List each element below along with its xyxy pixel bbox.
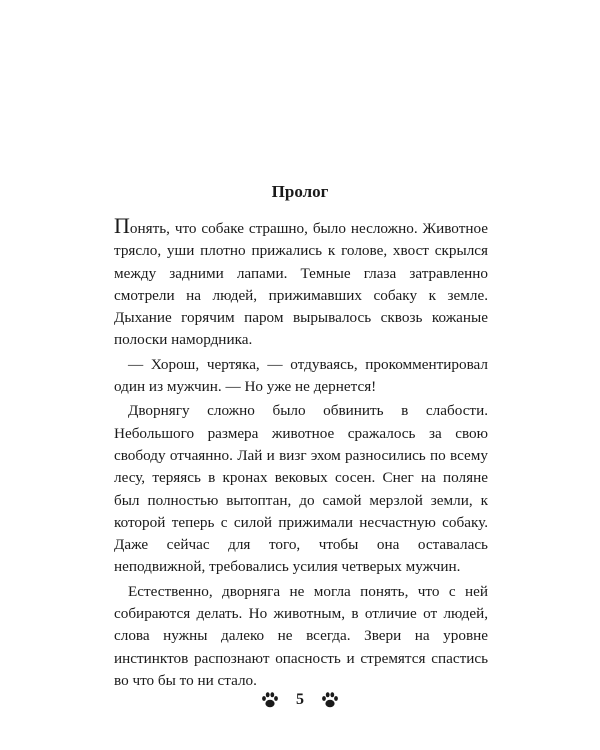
chapter-title: Пролог xyxy=(271,182,329,201)
page-number: 5 xyxy=(296,691,304,708)
paragraph-2: — Хорош, чертяка, — отдуваясь, прокомментировал один из мужчин. — Но уже не дернется! xyxy=(114,355,488,396)
paragraph-1-text: онять, что собаке страшно, было несложно. Животное трясло, уши плотно прижались к голове, хвост скрылся между задними лапами. Темные глаза затравленно смотрели на людей, прижимавших собаку к земле. Дыхание горячим паром вырывалось сквозь кожаные полоски намордника. xyxy=(114,220,488,349)
paw-print-icon xyxy=(320,690,340,710)
body-text xyxy=(114,213,488,694)
paragraph-4: Естественно, дворняга не могла понять, что с ней собираются делать. Но животным, в отличие от людей, слова нужны далеко не всегда. Звери на уровне инстинктов распознают опасность и стремятся спастись во что бы то ни стало. xyxy=(114,582,488,689)
paw-print-icon xyxy=(260,690,280,710)
page-footer xyxy=(0,690,600,710)
drop-cap: П xyxy=(114,213,130,238)
paragraph-3: Дворнягу сложно было обвинить в слабости. Небольшого размера животное сражалось за свою свободу отчаянно. Лай и визг эхом разносились по всему лесу, теряясь в кронах вековых сосен. Снег на поляне был полностью вытоптан, до самой мерзлой земли, к которой теперь с силой прижимали несчастную собаку. Даже сейчас для того, чтобы она оставалась неподвижной, требовались усилия четверых мужчин. xyxy=(114,402,488,576)
paragraph-1 xyxy=(114,213,488,352)
